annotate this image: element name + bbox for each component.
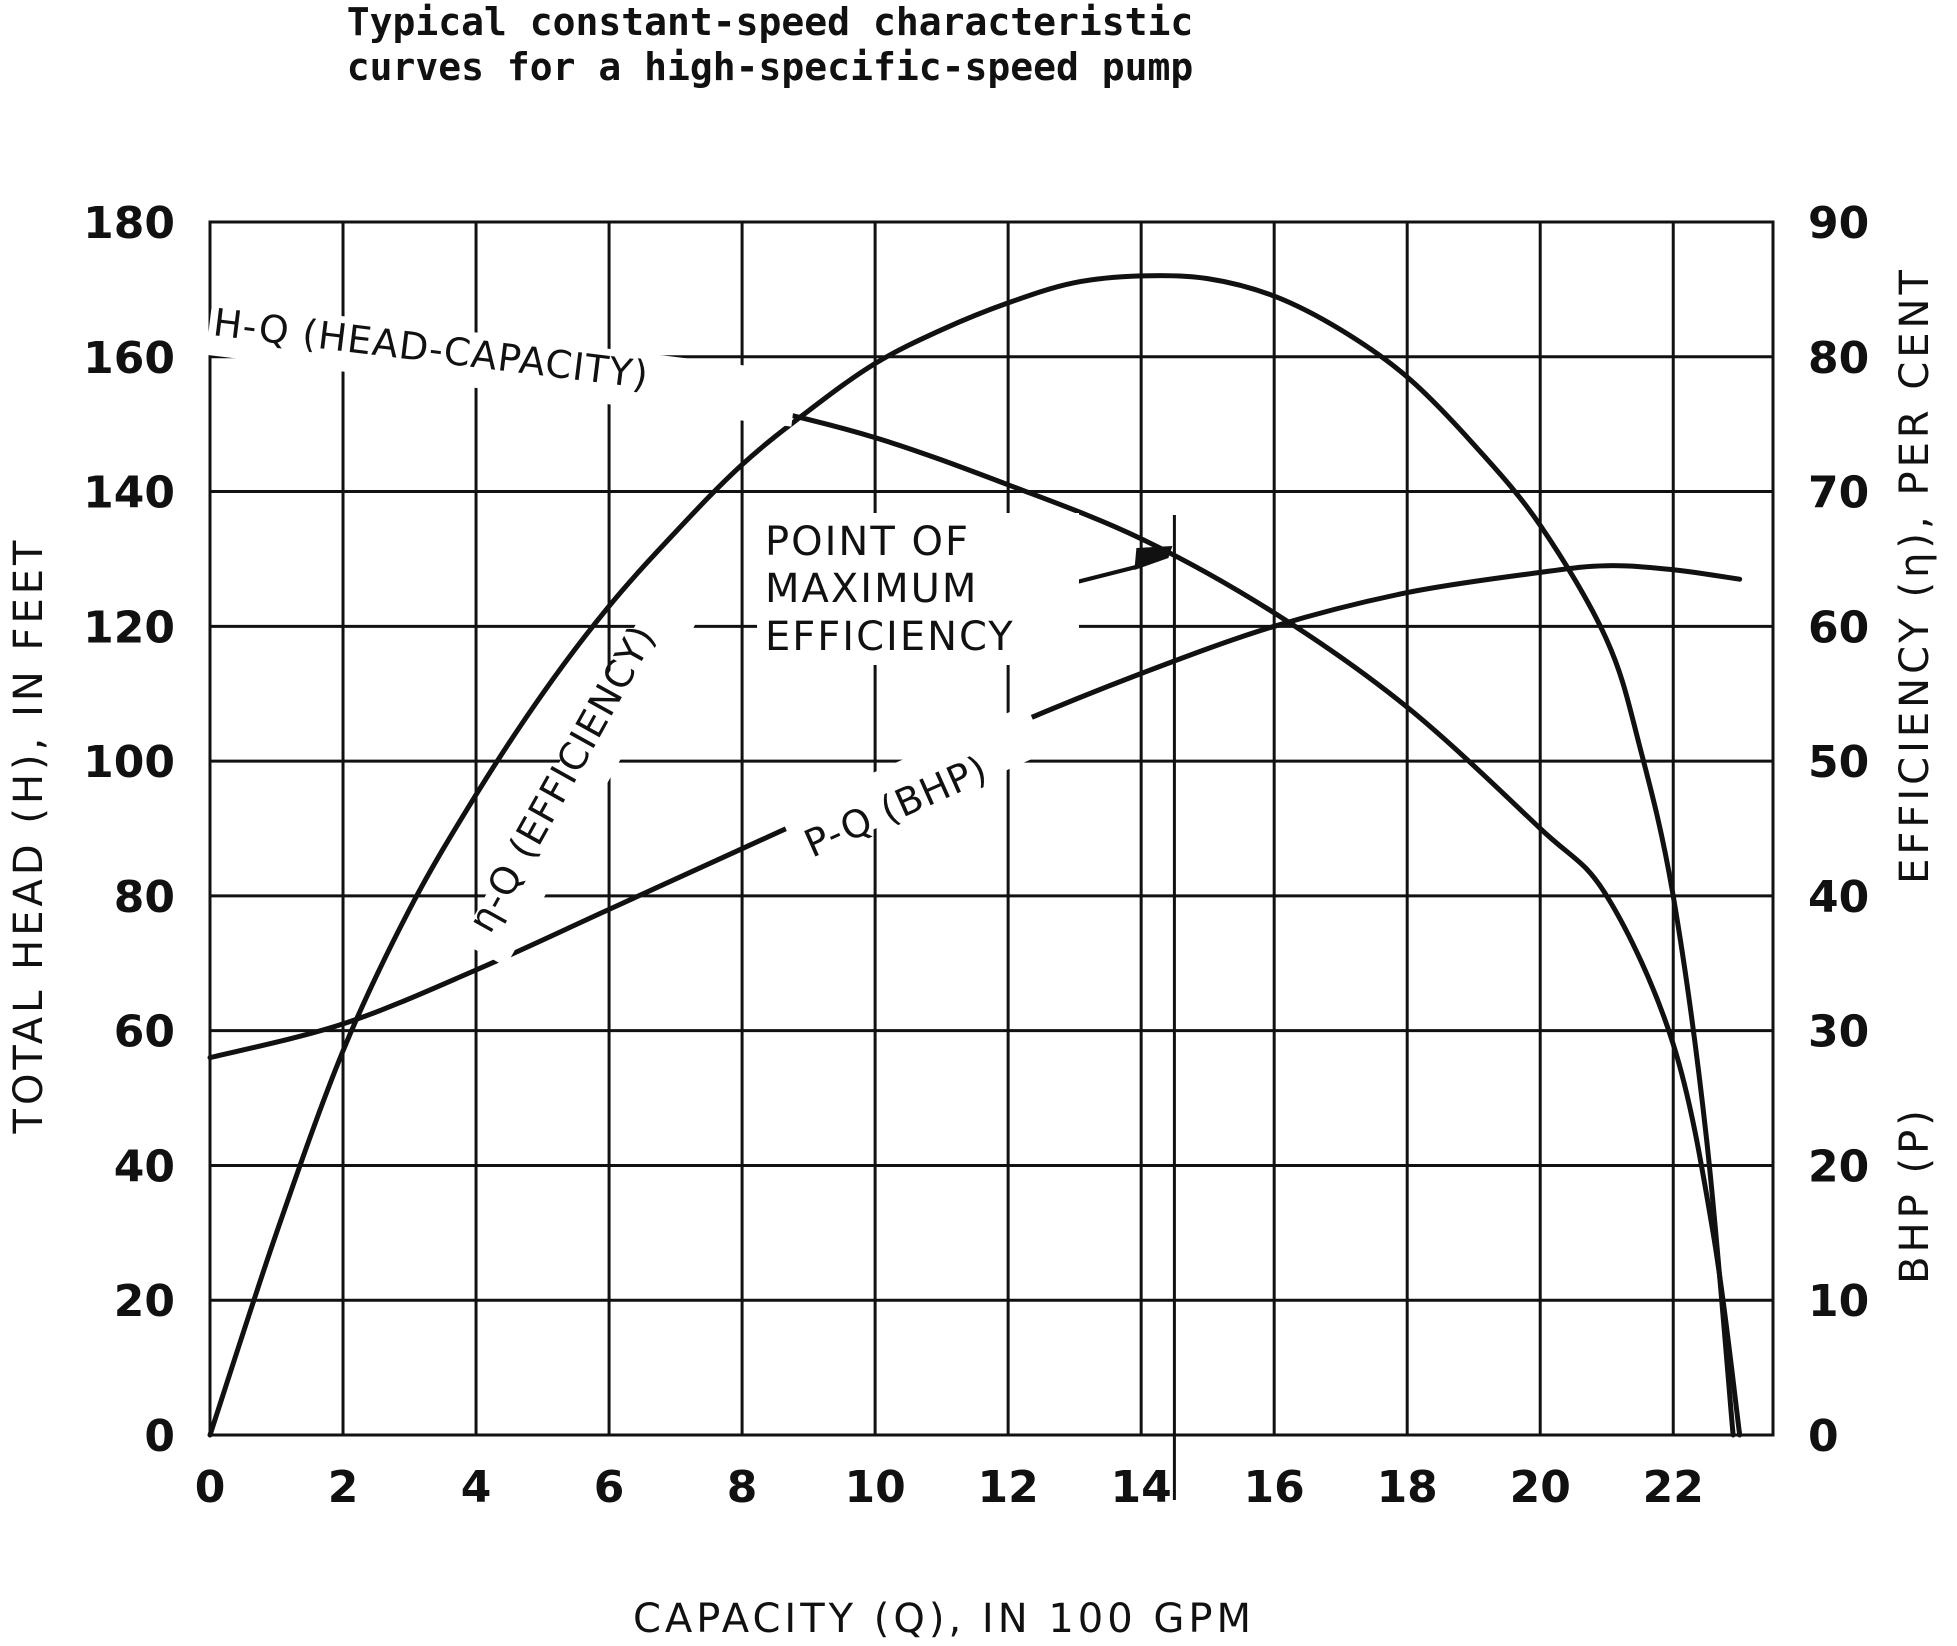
y-left-tick-label: 40 <box>113 1141 175 1193</box>
x-tick-label: 10 <box>844 1462 906 1513</box>
y-axis-right-bhp-label: BHP (P) <box>1892 1106 1938 1284</box>
y-right-tick-label: 30 <box>1808 1006 1870 1058</box>
x-tick-label: 14 <box>1110 1462 1172 1513</box>
x-tick-label: 0 <box>194 1462 226 1513</box>
x-tick-label: 18 <box>1376 1462 1438 1513</box>
x-tick-label: 20 <box>1509 1462 1571 1513</box>
chart-title-line-1: Typical constant-speed characteristic <box>346 0 1194 44</box>
hq-curve-label: H-Q (HEAD-CAPACITY) <box>210 300 652 398</box>
x-tick-label: 12 <box>977 1462 1039 1513</box>
y-right-tick-label: 20 <box>1808 1141 1870 1193</box>
chart-title-line-2: curves for a high-specific-speed pump <box>346 45 1194 89</box>
efficiency-curve-label: η-Q (EFFICIENCY) <box>459 617 665 940</box>
y-left-tick-label: 20 <box>113 1276 175 1328</box>
y-axis-right-ticks <box>1808 198 1869 1462</box>
y-right-tick-label: 10 <box>1808 1276 1870 1328</box>
y-left-tick-label: 120 <box>83 602 175 654</box>
bhp-curve-label: P-Q (BHP) <box>797 746 995 867</box>
y-right-tick-label: 90 <box>1808 198 1870 249</box>
series-head-capacity-curve <box>210 350 1740 1435</box>
x-axis-label: CAPACITY (Q), IN 100 GPM <box>632 1596 1256 1642</box>
x-tick-label: 6 <box>593 1462 625 1513</box>
max-efficiency-arrowhead <box>1134 546 1172 570</box>
y-right-tick-label: 80 <box>1808 332 1870 384</box>
y-axis-left-label: TOTAL HEAD (H), IN FEET <box>6 536 52 1134</box>
max-efficiency-label-line-1: POINT OF <box>765 519 970 565</box>
y-left-tick-label: 60 <box>113 1006 175 1058</box>
max-efficiency-label-line-3: EFFICIENCY <box>765 614 1015 660</box>
x-tick-label: 4 <box>460 1462 492 1513</box>
y-left-tick-label: 80 <box>113 871 175 923</box>
y-left-tick-label: 140 <box>83 467 175 519</box>
y-right-tick-label: 50 <box>1808 737 1870 789</box>
x-tick-label: 22 <box>1642 1462 1704 1513</box>
series-efficiency-curve <box>210 276 1733 1435</box>
x-tick-label: 16 <box>1243 1462 1305 1513</box>
max-efficiency-label-line-2: MAXIMUM <box>765 566 979 612</box>
y-left-tick-label: 0 <box>144 1411 175 1462</box>
y-right-tick-label: 70 <box>1808 467 1870 519</box>
y-left-tick-label: 100 <box>83 737 175 789</box>
y-left-tick-label: 180 <box>83 198 175 249</box>
x-axis-ticks <box>195 1462 1704 1513</box>
y-axis-right-efficiency-label: EFFICIENCY (η), PER CENT <box>1892 266 1938 884</box>
x-tick-label: 2 <box>327 1462 359 1513</box>
y-right-tick-label: 0 <box>1808 1411 1839 1462</box>
y-right-tick-label: 40 <box>1808 871 1870 923</box>
y-left-tick-label: 160 <box>83 332 175 384</box>
y-axis-left-ticks <box>83 198 175 1462</box>
y-right-tick-label: 60 <box>1808 602 1870 654</box>
x-tick-label: 8 <box>726 1462 758 1513</box>
